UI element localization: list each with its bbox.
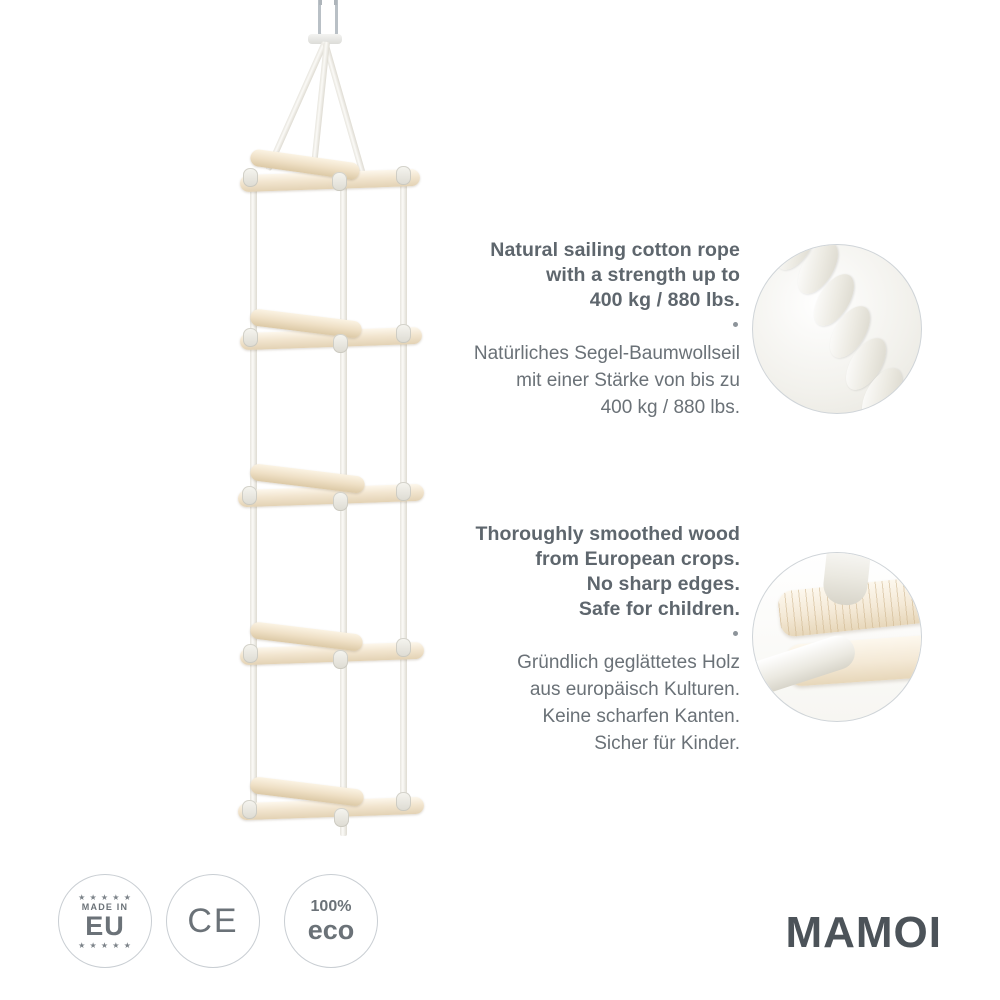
brand-logo-m: M: [785, 908, 824, 957]
rope-knot: [333, 492, 348, 511]
eu-stars: ★ ★ ★ ★ ★: [78, 940, 132, 950]
badge-eco: [284, 874, 378, 968]
feature-text-de: Gründlich geglättetes Holz aus europäisch Kulturen. Keine scharfen Kanten. Sicher für Kinder.: [517, 652, 740, 754]
rope-knot: [396, 792, 411, 811]
badge-label-eco: eco: [307, 915, 355, 945]
rope-knot: [333, 334, 348, 353]
rope-knot: [333, 650, 348, 669]
badge-ce: [166, 874, 260, 968]
badge-label-ce: CE: [187, 901, 239, 940]
rope-knot: [243, 328, 258, 347]
wood-closeup-photo: [752, 552, 922, 722]
feature-heading-en: Natural sailing cotton rope with a strength up to 400 kg / 880 lbs.: [490, 239, 740, 311]
badge-label-eu: EU: [85, 910, 125, 941]
feature-block-wood: [350, 522, 740, 757]
rope-closeup-photo: [752, 244, 922, 414]
rope-knot: [243, 168, 258, 187]
rope-knot: [242, 486, 257, 505]
rope-knot: [242, 800, 257, 819]
rope-knot: [396, 482, 411, 501]
badge-made-in-eu: [58, 874, 152, 968]
separator-dot: [733, 322, 738, 327]
badge-label-percent: 100%: [310, 898, 352, 915]
brand-logo: [785, 908, 942, 958]
brand-logo-moi: MOI: [855, 908, 942, 957]
feature-text-de: Natürliches Segel-Baumwollseil mit einer Stärke von bis zu 400 kg / 880 lbs.: [473, 343, 740, 418]
rope-knot: [332, 172, 347, 191]
feature-heading-en: Thoroughly smoothed wood from European crops. No sharp edges. Safe for children.: [475, 523, 740, 620]
rope-knot: [243, 644, 258, 663]
separator-dot: [733, 631, 738, 636]
rope-knot: [334, 808, 349, 827]
feature-block-rope: [360, 238, 740, 421]
brand-logo-a: A: [823, 908, 856, 957]
rope-knot: [396, 166, 411, 185]
badge-label-made-in: MADE IN: [81, 901, 129, 912]
eu-stars: ★ ★ ★ ★ ★: [78, 892, 132, 902]
